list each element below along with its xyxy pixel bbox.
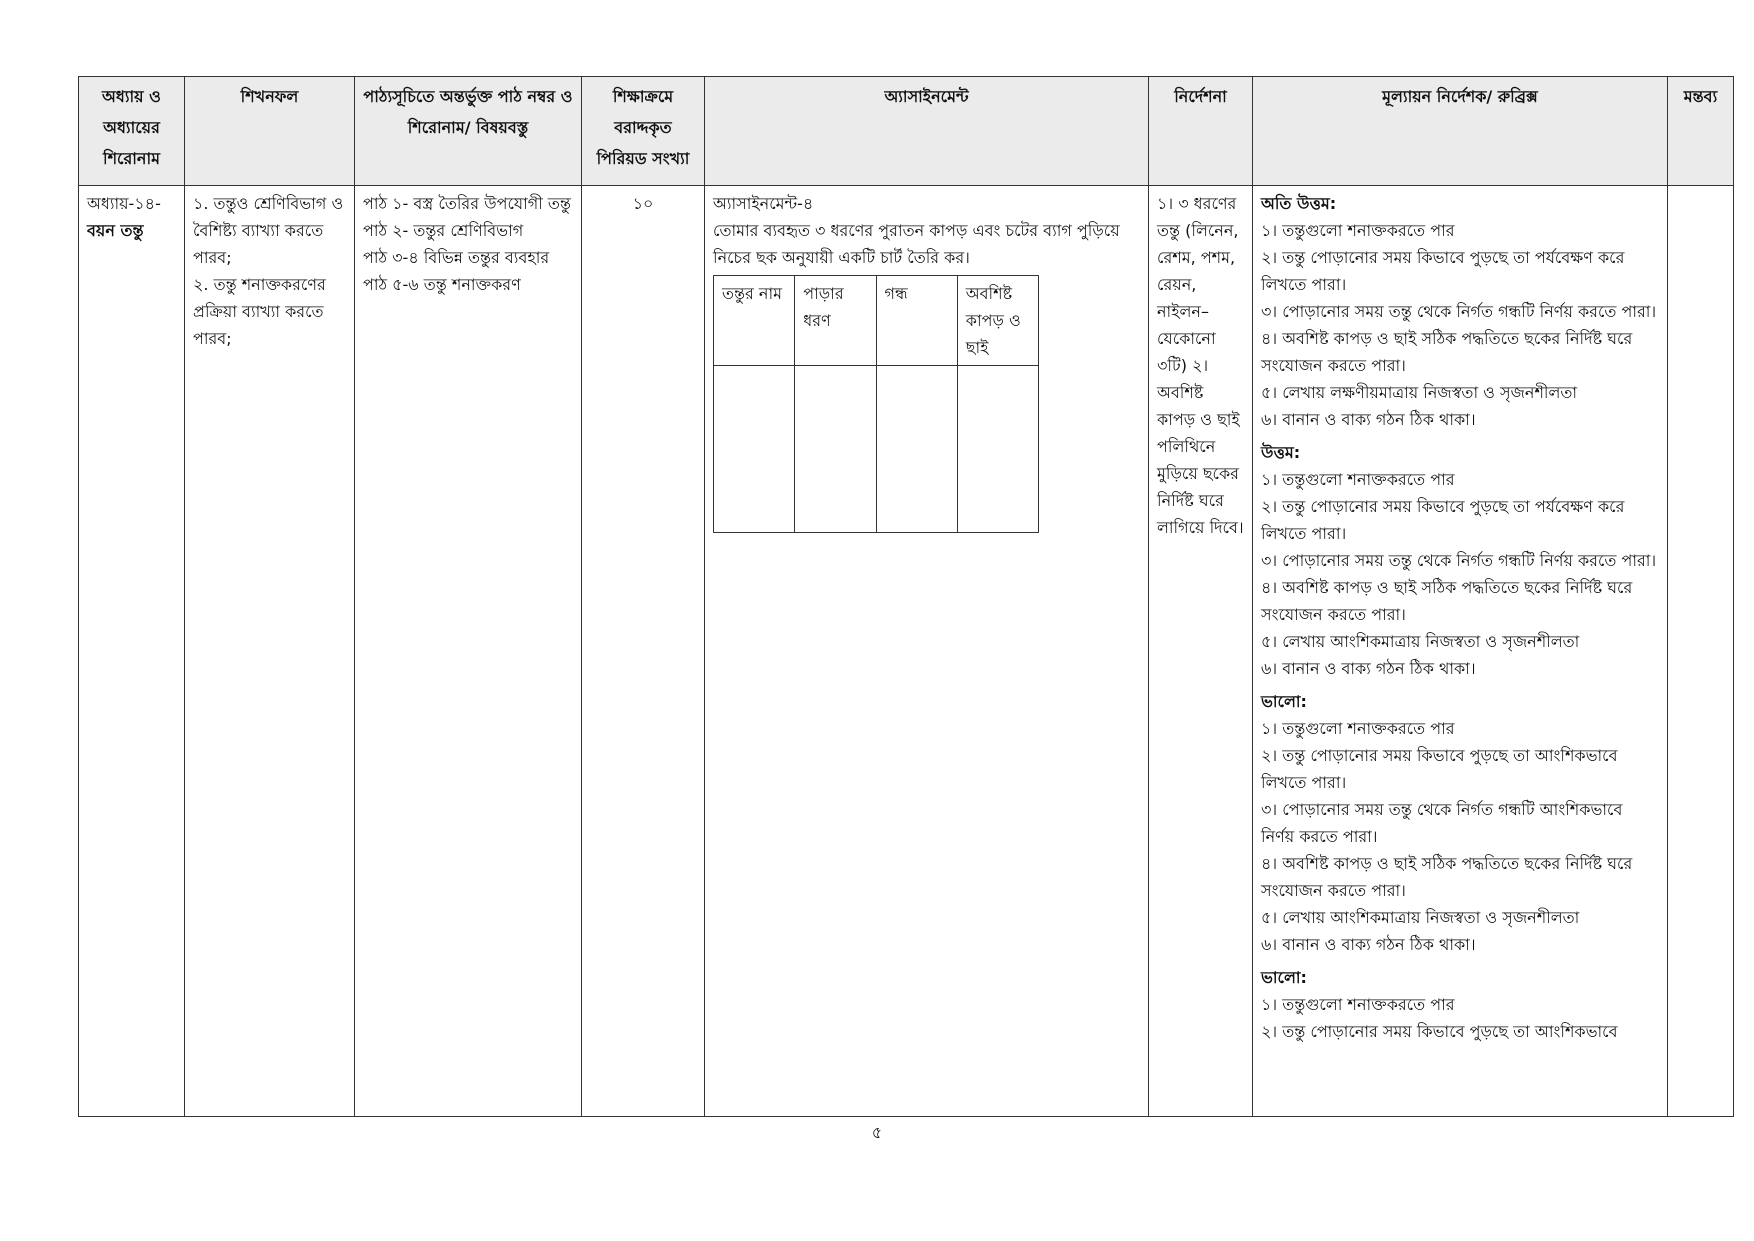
lesson-item: পাঠ ২- তন্তুর শ্রেণিবিভাগ [363,221,524,240]
outcome-cell [185,186,355,1117]
lesson-item: পাঠ ১- বস্ত্র তৈরির উপযোগী তন্তু [363,194,571,213]
rubric-item: ৪। অবশিষ্ট কাপড় ও ছাই সঠিক পদ্ধতিতে ছকের নির্দিষ্ট ঘরে সংযোজন করতে পারা। [1261,854,1633,900]
chart-empty-cell [714,366,795,533]
chart-empty-cell [876,366,957,533]
rubric-item: ২। তন্তু পোড়ানোর সময় কিভাবে পুড়ছে তা আংশিকভাবে [1261,1022,1618,1041]
rubric-section [1261,439,1659,682]
rubric-item: ৩। পোড়ানোর সময় তন্তু থেকে নির্গত গন্ধটি নির্ণয় করতে পারা। [1261,551,1657,570]
periods-cell [582,186,705,1117]
rubric-item: ৪। অবশিষ্ট কাপড় ও ছাই সঠিক পদ্ধতিতে ছকের নির্দিষ্ট ঘরে সংযোজন করতে পারা। [1261,578,1633,624]
assignment-cell [705,186,1149,1117]
rubric-item: ৫। লেখায় লক্ষণীয়মাত্রায় নিজস্বতা ও সৃজনশীলতা [1261,383,1578,402]
assignment-text: তোমার ব্যবহৃত ৩ ধরণের পুরাতন কাপড় এবং চটের ব্যাগ পুড়িয়ে নিচের ছক অনুযায়ী একটি চার্ট তৈরি কর। [713,221,1120,267]
header-periods: শিক্ষাক্রমে বরাদ্দকৃত পিরিয়ড সংখ্যা [582,77,705,186]
header-row [79,77,1734,186]
rubric-section [1261,190,1659,433]
chapter-number: অধ্যায়-১৪- [87,194,161,213]
outcome-item: ১. তন্তুও শ্রেণিবিভাগ ও বৈশিষ্ট্য ব্যাখ্যা করতে পারব; [193,194,344,267]
table-row [79,186,1734,1117]
rubric-item: ৩। পোড়ানোর সময় তন্তু থেকে নির্গত গন্ধটি আংশিকভাবে নির্ণয় করতে পারা। [1261,800,1623,846]
rubric-item: ৬। বানান ও বাক্য গঠন ঠিক থাকা। [1261,935,1476,954]
chart-empty-cell [795,366,876,533]
rubric-item: ১। তন্তুগুলো শনাক্তকরতে পার [1261,995,1455,1014]
lesson-item: পাঠ ৫-৬ তন্তু শনাক্তকরণ [363,275,521,294]
instructions-text: ১। ৩ ধরণের তন্তু (লিনেন, রেশম, পশম, রেয়ন, নাইলন– যেকোনো ৩টি) ২। অবশিষ্ট কাপড় ও ছাই পলিথিনে মুড়িয়ে ছকের নির্দিষ্ট ঘরে লাগিয়ে দিবে। [1157,194,1244,537]
chart-col-fiber-name: তন্তুর নাম [714,276,795,366]
header-remarks: মন্তব্য [1668,77,1734,186]
rubric-item: ২। তন্তু পোড়ানোর সময় কিভাবে পুড়ছে তা পর্যবেক্ষণ করে লিখতে পারা। [1261,248,1625,294]
chart-col-residue: অবশিষ্ট কাপড় ও ছাই [957,276,1038,366]
rubric-title: ভালো: [1261,968,1307,987]
chart-col-smell: গন্ধ [876,276,957,366]
rubric-item: ৫। লেখায় আংশিকমাত্রায় নিজস্বতা ও সৃজনশীলতা [1261,632,1580,651]
lesson-item: পাঠ ৩-৪ বিভিন্ন তন্তুর ব্যবহার [363,248,550,267]
rubric-item: ৬। বানান ও বাক্য গঠন ঠিক থাকা। [1261,659,1476,678]
remarks-cell [1668,186,1734,1117]
rubric-item: ২। তন্তু পোড়ানোর সময় কিভাবে পুড়ছে তা আংশিকভাবে লিখতে পারা। [1261,746,1618,792]
rubric-title: অতি উত্তম: [1261,194,1337,213]
rubric-section [1261,688,1659,958]
page-number: ৫ [871,1123,883,1142]
header-rubrics: মূল্যায়ন নির্দেশক/ রুব্রিক্স [1253,77,1668,186]
outcome-item: ২. তন্তু শনাক্তকরণের প্রক্রিয়া ব্যাখ্যা করতে পারব; [193,275,326,348]
chart-template-header [714,276,1039,366]
rubric-item: ১। তন্তুগুলো শনাক্তকরতে পার [1261,719,1455,738]
lesson-plan-table [78,76,1734,1117]
rubric-section [1261,964,1659,1045]
rubrics-cell [1253,186,1668,1117]
header-instructions: নির্দেশনা [1149,77,1253,186]
chart-col-burn-type: পাড়ার ধরণ [795,276,876,366]
chart-template-empty-row [714,366,1039,533]
rubric-title: ভালো: [1261,692,1307,711]
assignment-title: অ্যাসাইনমেন্ট-৪ [713,194,814,213]
header-outcome: শিখনফল [185,77,355,186]
chapter-title: বয়ন তন্তু [87,221,144,240]
rubric-item: ১। তন্তুগুলো শনাক্তকরতে পার [1261,221,1455,240]
chapter-cell [79,186,185,1117]
header-assignment: অ্যাসাইনমেন্ট [705,77,1149,186]
chart-empty-cell [957,366,1038,533]
instructions-cell [1149,186,1253,1117]
rubric-item: ৩। পোড়ানোর সময় তন্তু থেকে নির্গত গন্ধটি নির্ণয় করতে পারা। [1261,302,1657,321]
periods-value: ১০ [632,194,654,213]
lessons-cell [355,186,582,1117]
rubric-item: ২। তন্তু পোড়ানোর সময় কিভাবে পুড়ছে তা পর্যবেক্ষণ করে লিখতে পারা। [1261,497,1625,543]
rubric-title: উত্তম: [1261,443,1301,462]
rubric-item: ৪। অবশিষ্ট কাপড় ও ছাই সঠিক পদ্ধতিতে ছকের নির্দিষ্ট ঘরে সংযোজন করতে পারা। [1261,329,1633,375]
chart-template-table [713,275,1039,533]
header-lessons: পাঠ্যসূচিতে অন্তর্ভুক্ত পাঠ নম্বর ও শিরোনাম/ বিষয়বস্তু [355,77,582,186]
rubric-item: ৬। বানান ও বাক্য গঠন ঠিক থাকা। [1261,410,1476,429]
rubric-item: ১। তন্তুগুলো শনাক্তকরতে পার [1261,470,1455,489]
rubric-item: ৫। লেখায় আংশিকমাত্রায় নিজস্বতা ও সৃজনশীলতা [1261,908,1580,927]
header-chapter: অধ্যায় ও অধ্যায়ের শিরোনাম [79,77,185,186]
